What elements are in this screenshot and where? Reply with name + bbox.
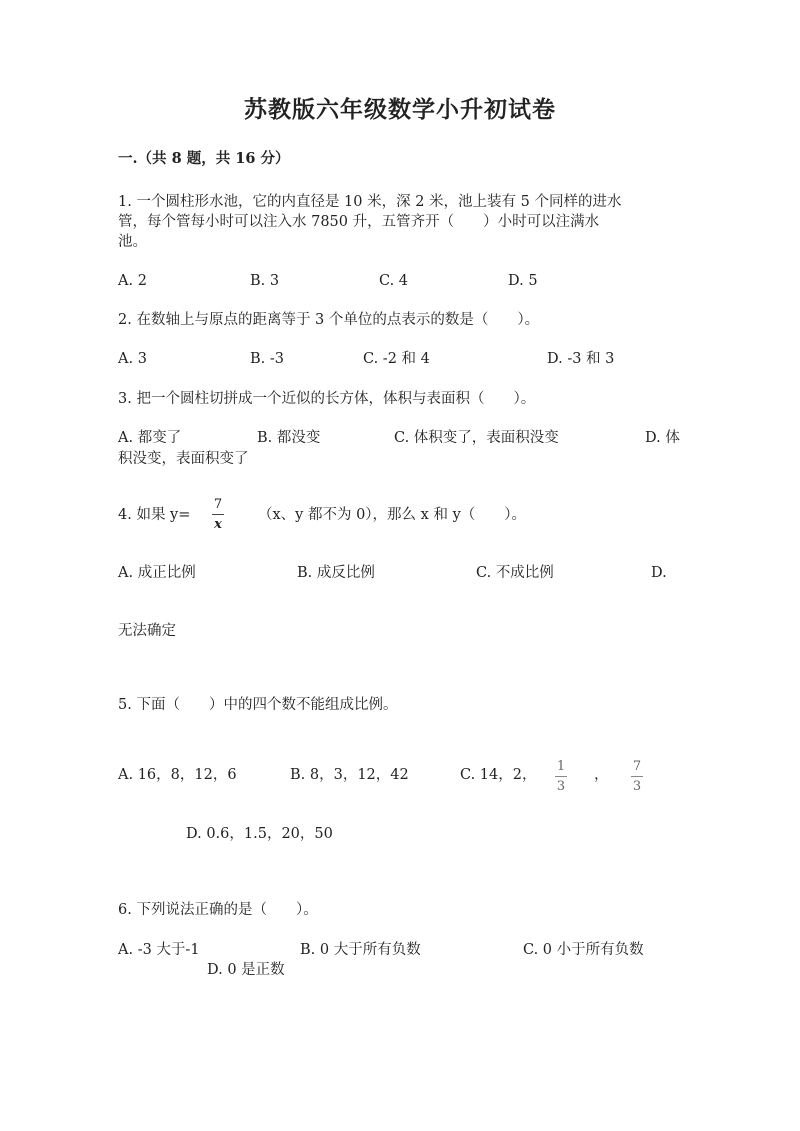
- question-1-line-2: 管，每个管每小时可以注入水 7850 升，五管齐开（ ）小时可以注满水: [118, 214, 600, 230]
- fraction-numerator: 1: [556, 759, 566, 774]
- fraction-bar: [212, 514, 224, 515]
- fraction-numerator: 7: [213, 497, 223, 512]
- question-5-fraction-one-third: [555, 760, 567, 793]
- question-6-text: 6. 下列说法正确的是（ ）。: [118, 902, 318, 918]
- question-1-option-c: C. 4: [379, 273, 409, 289]
- fraction-denominator: 3: [632, 779, 642, 794]
- question-3-text: 3. 把一个圆柱切拼成一个近似的长方体，体积与表面积（ ）。: [118, 391, 536, 407]
- question-3-option-b: B. 都没变: [257, 430, 321, 446]
- question-4-option-a: A. 成正比例: [118, 565, 196, 581]
- question-3-option-d-continued: 积没变，表面积变了: [118, 451, 249, 467]
- question-1-line-3: 池。: [118, 234, 147, 250]
- fraction-numerator: 7: [632, 759, 642, 774]
- question-1-option-b: B. 3: [250, 273, 280, 289]
- question-5-text: 5. 下面（ ）中的四个数不能组成比例。: [118, 697, 398, 713]
- fraction-bar: [631, 776, 643, 777]
- question-6-option-c: C. 0 小于所有负数: [523, 942, 644, 958]
- question-5-option-a: A. 16，8，12，6: [118, 767, 237, 783]
- fraction-bar: [555, 776, 567, 777]
- fraction-denominator: 3: [556, 779, 566, 794]
- question-4-option-b: B. 成反比例: [297, 565, 375, 581]
- question-6-option-d: D. 0 是正数: [207, 962, 285, 978]
- question-4-suffix: （x、y 都不为 0），那么 x 和 y（ ）。: [258, 507, 527, 523]
- question-3-option-a: A. 都变了: [118, 430, 182, 446]
- question-1-line-1: 1. 一个圆柱形水池，它的内直径是 10 米，深 2 米，池上装有 5 个同样的进水: [118, 194, 622, 210]
- question-4-fraction: [212, 498, 224, 531]
- section-heading: 一.（共 8 题，共 16 分）: [118, 150, 290, 167]
- question-3-option-d: D. 体: [645, 430, 680, 446]
- question-6-option-a: A. -3 大于-1: [118, 942, 200, 958]
- question-3-option-c: C. 体积变了，表面积没变: [394, 430, 559, 446]
- question-2-option-c: C. -2 和 4: [363, 351, 430, 367]
- question-1-option-a: A. 2: [118, 273, 147, 289]
- question-1-option-d: D. 5: [508, 273, 538, 289]
- question-4-option-d: D.: [651, 565, 667, 581]
- question-5-option-b: B. 8，3，12，42: [290, 767, 409, 783]
- question-2-option-d: D. -3 和 3: [547, 351, 615, 367]
- question-4-option-d-continued: 无法确定: [118, 623, 176, 639]
- question-5-option-c: C. 14，2，: [460, 767, 537, 783]
- page-title: 苏教版六年级数学小升初试卷: [244, 96, 556, 123]
- question-2-option-b: B. -3: [250, 351, 284, 367]
- question-5-fraction-seven-thirds: [631, 760, 643, 793]
- question-5-option-c-separator: ，: [594, 767, 609, 783]
- question-6-option-b: B. 0 大于所有负数: [300, 942, 421, 958]
- question-2-option-a: A. 3: [118, 351, 147, 367]
- question-4-option-c: C. 不成比例: [476, 565, 554, 581]
- fraction-denominator: x: [214, 517, 222, 532]
- question-2-text: 2. 在数轴上与原点的距离等于 3 个单位的点表示的数是（ ）。: [118, 312, 540, 328]
- question-4-prefix: 4. 如果 y=: [118, 507, 191, 523]
- question-5-option-d: D. 0.6，1.5，20，50: [186, 826, 333, 842]
